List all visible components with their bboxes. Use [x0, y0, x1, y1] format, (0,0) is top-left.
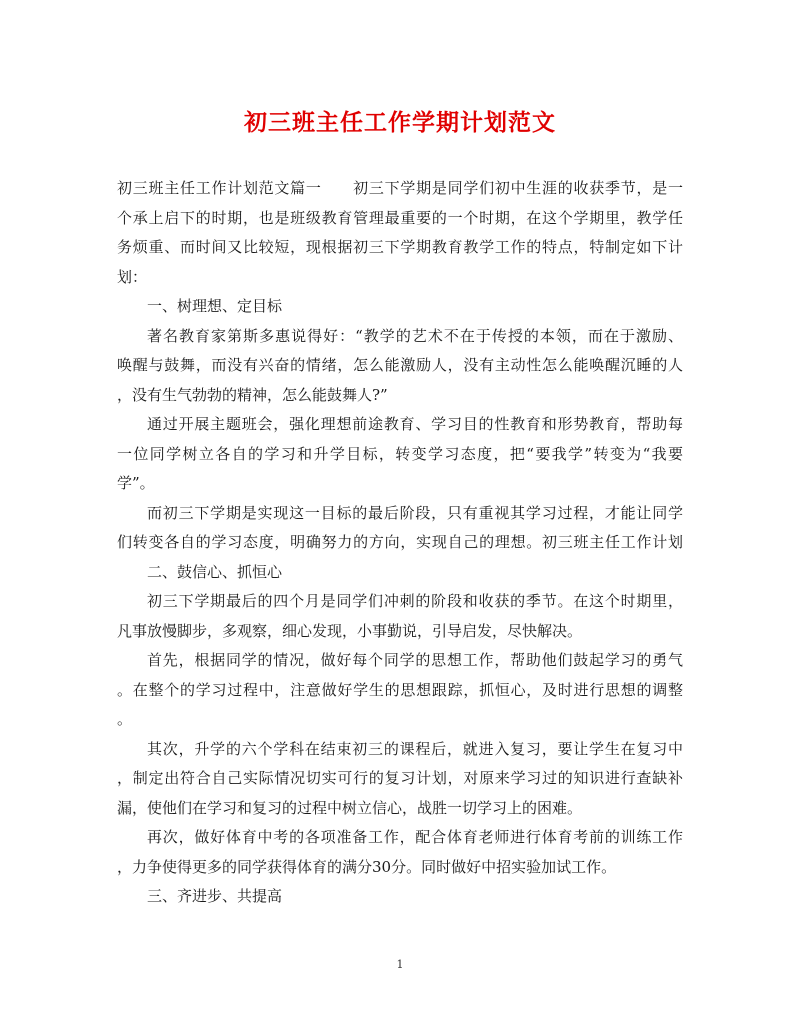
text-line: 再次，做好体育中考的各项准备工作，配合体育老师进行体育考前的训练工作	[147, 828, 683, 846]
text-line: ，没有生气勃勃的精神，怎么能鼓舞人?”	[117, 385, 388, 404]
text-line: 。在整个的学习过程中，注意做好学生的思想跟踪，抓恒心，及时进行思想的调整	[117, 680, 683, 699]
text-line: 首先，根据同学的情况，做好每个同学的思想工作，帮助他们鼓起学习的勇气	[147, 651, 683, 669]
text-line: 而初三下学期是实现这一目标的最后阶段，只有重视其学习过程，才能让同学	[147, 503, 683, 522]
text-line: 们转变各自的学习态度，明确努力的方向，实现自己的理想。初三班主任工作计划	[117, 533, 683, 551]
text-line: 漏，使他们在学习和复习的过程中树立信心，战胜一切学习上的困难。	[117, 798, 583, 817]
text-line: 一位同学树立各自的学习和升学目标，转变学习态度，把“要我学”转变为“我要	[117, 444, 683, 463]
text-line: 务烦重、而时间又比较短，现根据初三下学期教育教学工作的特点，特制定如下计	[117, 238, 683, 256]
text-line: 初三下学期最后的四个月是同学们冲刺的阶段和收获的季节。在这个时期里，	[147, 592, 683, 610]
text-line: 凡事放慢脚步，多观察，细心发现，小事勤说，引导启发，尽快解决。	[117, 621, 583, 640]
text-line: 二、鼓信心、抓恒心	[147, 562, 283, 581]
document-body	[117, 174, 683, 912]
text-line: 唤醒与鼓舞，而没有兴奋的情绪，怎么能激励人，没有主动性怎么能唤醒沉睡的人	[117, 356, 683, 374]
text-line: 。	[117, 710, 133, 728]
text-line: 通过开展主题班会，强化理想前途教育、学习目的性教育和形势教育，帮助每	[147, 415, 683, 433]
document-title: 初三班主任工作学期计划范文	[244, 109, 556, 136]
text-line: 划：	[117, 267, 148, 286]
text-line: 三、齐进步、共提高	[147, 887, 283, 905]
text-line: 一、树理想、定目标	[147, 297, 283, 315]
text-line: 著名教育家第斯多惠说得好：“教学的艺术不在于传授的本领，而在于激励、	[147, 326, 683, 345]
text-line: ，力争使得更多的同学获得体育的满分30分。同时做好中招实验加试工作。	[117, 857, 617, 876]
text-line: 其次，升学的六个学科在结束初三的课程后，就进入复习，要让学生在复习中	[147, 739, 683, 758]
text-line: 学”。	[117, 474, 155, 492]
text-line: 初三班主任工作计划范文篇一 初三下学期是同学们初中生涯的收获季节，是一	[117, 179, 683, 197]
text-line: 个承上启下的时期，也是班级教育管理最重要的一个时期，在这个学期里，教学任	[117, 208, 683, 227]
page-number: 1	[396, 958, 404, 971]
text-line: ，制定出符合自己实际情况切实可行的复习计划，对原来学习过的知识进行查缺补	[117, 769, 683, 787]
